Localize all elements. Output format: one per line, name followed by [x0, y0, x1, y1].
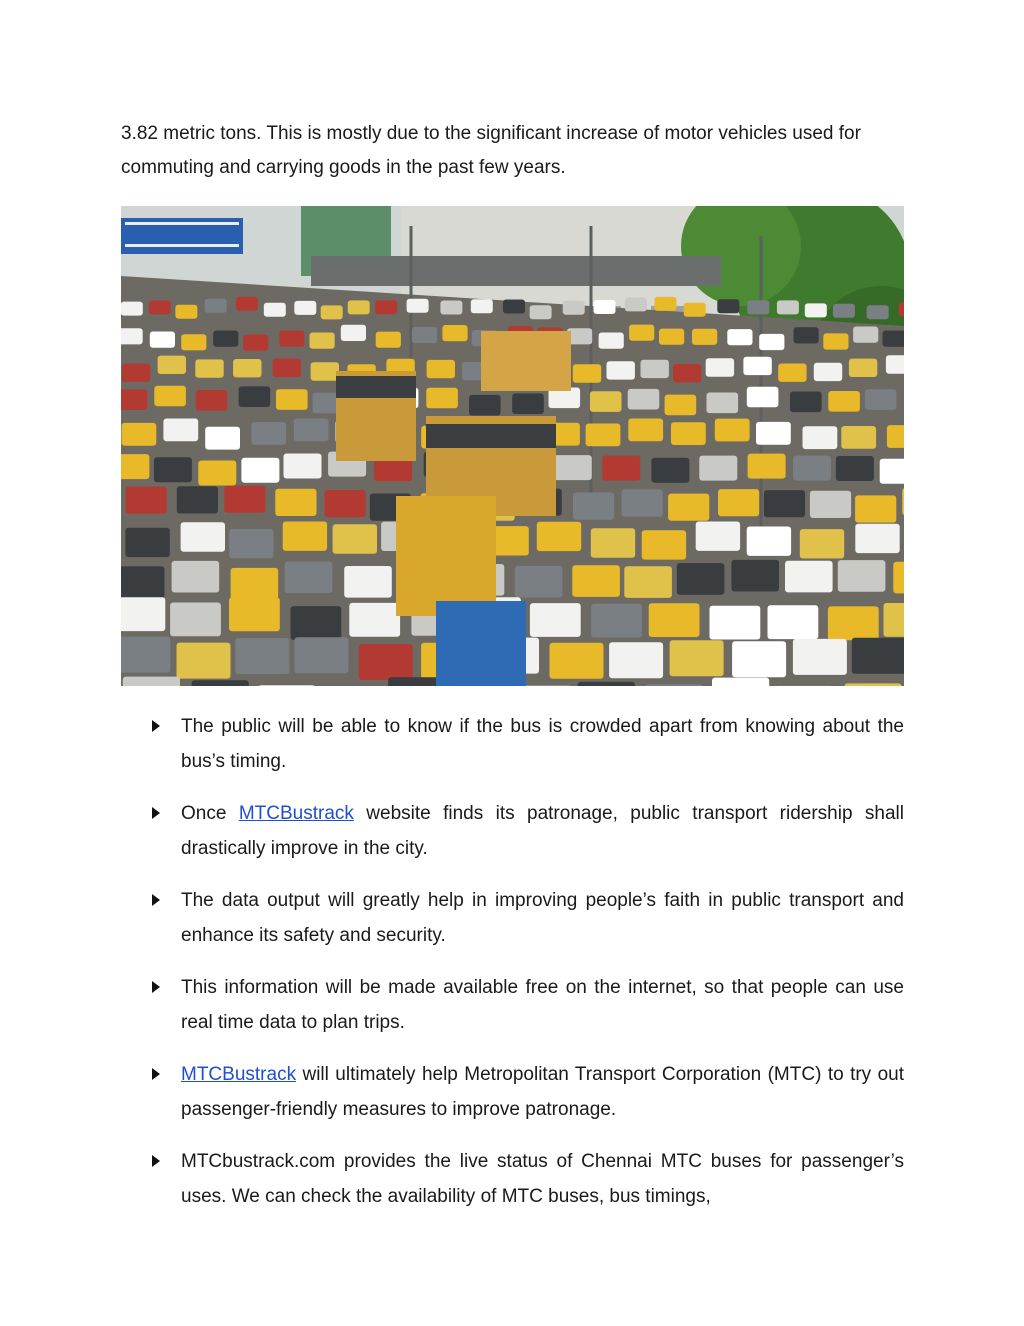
intro-paragraph: 3.82 metric tons. This is mostly due to the significant increase of motor vehicles used for commuting and carrying goods in the past few years.: [121, 123, 861, 178]
vehicle: [591, 528, 635, 557]
list-item: [150, 970, 904, 1040]
vehicle: [759, 334, 784, 350]
vehicle: [867, 305, 889, 319]
vehicle: [743, 357, 771, 375]
vehicle: [649, 603, 700, 637]
list-item: [150, 883, 904, 953]
vehicle: [707, 393, 739, 414]
vehicle: [154, 386, 186, 407]
vehicle: [285, 562, 333, 594]
vehicle: [321, 305, 343, 319]
vehicle: [880, 459, 904, 484]
bullet-text: website finds its patronage, public transport ridership shall drastically improve in the city.: [181, 803, 904, 859]
vehicle: [530, 603, 581, 637]
vehicle: [294, 301, 316, 315]
vehicle: [887, 425, 904, 448]
vehicle: [231, 568, 279, 600]
vehicle: [158, 356, 186, 374]
bullet-arrow-icon: [152, 894, 160, 906]
traffic-jam-photo: [121, 206, 904, 686]
vehicle: [284, 454, 322, 479]
vehicle: [803, 426, 838, 449]
vehicle: [264, 303, 286, 317]
bullet-text: The data output will greatly help in improving people’s faith in public transport and enhance its safety and security.: [181, 890, 904, 946]
vehicle: [412, 327, 437, 343]
vehicle: [121, 328, 143, 344]
vehicle: [530, 305, 552, 319]
vehicle: [659, 329, 684, 345]
vehicle: [126, 487, 167, 514]
vehicle: [503, 300, 525, 314]
vehicle: [426, 388, 458, 409]
vehicle: [273, 359, 301, 377]
vehicle: [573, 364, 601, 382]
vehicle: [764, 490, 805, 517]
vehicle: [855, 524, 899, 553]
vehicle: [833, 304, 855, 318]
vehicle: [175, 305, 197, 319]
vehicle: [706, 358, 734, 376]
vehicle: [696, 522, 740, 551]
truck: [396, 496, 496, 616]
vehicle: [258, 685, 315, 686]
vehicle: [205, 299, 227, 313]
vehicle: [670, 640, 724, 676]
vehicle: [841, 426, 876, 449]
vehicle: [712, 678, 769, 686]
vehicle: [814, 363, 842, 381]
vehicle: [573, 493, 614, 520]
vehicle: [651, 458, 689, 483]
vehicle: [718, 489, 759, 516]
vehicle: [344, 566, 392, 598]
benefits-list: [150, 709, 904, 1231]
vehicle: [311, 362, 339, 380]
vehicle: [710, 606, 761, 640]
vehicle: [235, 638, 289, 674]
vehicle: [442, 325, 467, 341]
vehicle: [294, 637, 348, 673]
vehicle: [469, 395, 501, 416]
vehicle: [310, 333, 335, 349]
vehicle: [748, 454, 786, 479]
vehicle: [275, 489, 316, 516]
vehicle: [768, 605, 819, 639]
mtcbustrack-link[interactable]: MTCBustrack: [181, 1064, 297, 1085]
vehicle: [594, 300, 616, 314]
list-item: [150, 709, 904, 779]
vehicle: [163, 419, 198, 442]
vehicle: [195, 359, 223, 377]
vehicle: [440, 301, 462, 315]
bullet-text: The public will be able to know if the bus is crowded apart from knowing about the bus’s timing.: [181, 716, 904, 772]
vehicle: [121, 389, 148, 410]
vehicle: [668, 494, 709, 521]
vehicle: [121, 597, 165, 631]
vehicle: [172, 561, 220, 593]
vehicle: [747, 527, 791, 556]
vehicle: [375, 300, 397, 314]
vehicle: [198, 461, 236, 486]
vehicle: [471, 299, 493, 313]
vehicle: [192, 680, 249, 686]
vehicle: [599, 333, 624, 349]
vehicle: [572, 565, 620, 597]
vehicle: [727, 329, 752, 345]
vehicle: [224, 486, 265, 513]
vehicle: [376, 332, 401, 348]
vehicle: [243, 335, 268, 351]
vehicle: [625, 297, 647, 311]
bullet-text: will ultimately help Metropolitan Transport Corporation (MTC) to try out passenger-friendly measures to improve patronage.: [181, 1064, 904, 1120]
vehicle: [554, 455, 592, 480]
vehicle: [578, 682, 635, 686]
list-item: [150, 1144, 904, 1214]
vehicle: [855, 495, 896, 522]
vehicle: [731, 560, 779, 592]
vehicle: [607, 361, 635, 379]
vehicle: [893, 562, 904, 594]
vehicle: [213, 331, 238, 347]
vehicle: [177, 486, 218, 513]
vehicle: [793, 639, 847, 675]
vehicle: [196, 390, 228, 411]
vehicle: [233, 359, 261, 377]
bullet-prefix: Once: [181, 803, 239, 824]
vehicle: [852, 638, 904, 674]
vehicle: [609, 642, 663, 678]
vehicle: [205, 427, 240, 450]
truck: [436, 601, 526, 686]
vehicle: [149, 300, 171, 314]
vehicle: [333, 524, 377, 553]
vehicle: [828, 606, 879, 640]
vehicle: [629, 325, 654, 341]
vehicle: [747, 387, 779, 408]
vehicle: [121, 566, 165, 598]
vehicle: [427, 360, 455, 378]
vehicle: [181, 334, 206, 350]
vehicle: [154, 457, 192, 482]
vehicle: [563, 301, 585, 315]
vehicle: [899, 302, 904, 316]
vehicle: [550, 643, 604, 679]
vehicle: [902, 488, 904, 515]
mtcbustrack-link[interactable]: MTCBustrack: [238, 803, 354, 824]
list-item: [150, 1057, 904, 1127]
vehicle: [348, 300, 370, 314]
vehicle: [800, 529, 844, 558]
bullet-arrow-icon: [152, 981, 160, 993]
bullet-text: MTCbustrack.com provides the live status of Chennai MTC buses for passenger’s uses. We can check the availability of MTC buses, bus timings,: [181, 1151, 904, 1207]
vehicle: [865, 389, 897, 410]
vehicle: [628, 419, 663, 442]
vehicle: [150, 332, 175, 348]
vehicle: [341, 325, 366, 341]
vehicle: [884, 603, 905, 637]
vehicle: [883, 331, 905, 347]
bullet-arrow-icon: [152, 720, 160, 732]
vehicle: [294, 419, 329, 442]
vehicle: [283, 522, 327, 551]
vehicle: [276, 389, 308, 410]
vehicle: [886, 355, 904, 373]
vehicle: [828, 391, 860, 412]
vehicle: [236, 297, 258, 311]
vehicle: [699, 456, 737, 481]
vehicle: [732, 641, 786, 677]
vehicle: [291, 606, 342, 640]
vehicle: [229, 529, 273, 558]
vehicle: [602, 456, 640, 481]
vehicle: [622, 489, 663, 516]
vehicle: [715, 419, 750, 442]
vehicle: [586, 424, 621, 447]
vehicle: [645, 684, 702, 686]
vehicle: [794, 327, 819, 343]
vehicle: [778, 364, 806, 382]
vehicle: [181, 522, 225, 551]
vehicle: [628, 389, 660, 410]
vehicle: [241, 458, 279, 483]
vehicle: [642, 530, 686, 559]
bullet-arrow-icon: [152, 807, 160, 819]
bus: [481, 331, 571, 391]
vehicle: [349, 603, 400, 637]
bullet-arrow-icon: [152, 1155, 160, 1167]
vehicle: [777, 300, 799, 314]
vehicle: [747, 300, 769, 314]
list-item: [150, 796, 904, 866]
vehicle: [717, 299, 739, 313]
vehicle: [537, 522, 581, 551]
vehicle: [590, 391, 622, 412]
vehicle: [810, 491, 851, 518]
vehicle: [756, 422, 791, 445]
vehicle: [229, 597, 280, 631]
vehicle: [665, 395, 697, 416]
vehicle: [836, 456, 874, 481]
vehicle: [121, 302, 143, 316]
vehicle: [515, 566, 563, 598]
vehicle: [122, 364, 150, 382]
vehicle: [177, 643, 231, 679]
vehicle: [823, 333, 848, 349]
vehicle: [853, 327, 878, 343]
vehicle: [624, 566, 672, 598]
vehicle: [407, 299, 429, 313]
vehicle: [641, 360, 669, 378]
vehicle: [359, 644, 413, 680]
vehicle: [790, 392, 822, 413]
vehicle: [512, 393, 544, 414]
vehicle: [239, 386, 271, 407]
vehicle: [793, 456, 831, 481]
vehicle: [123, 677, 180, 686]
traffic-illustration: [121, 206, 904, 686]
vehicle: [170, 603, 221, 637]
vehicle: [671, 422, 706, 445]
vehicle: [325, 490, 366, 517]
overhead-gantry: [311, 256, 721, 286]
vehicle: [673, 364, 701, 382]
vehicle: [805, 303, 827, 317]
vehicle: [684, 303, 706, 317]
bullet-arrow-icon: [152, 1068, 160, 1080]
bullet-text: This information will be made available free on the internet, so that people can use real time data to plan trips.: [181, 977, 904, 1033]
vehicle: [122, 423, 157, 446]
vehicle: [692, 329, 717, 345]
vehicle: [838, 560, 886, 592]
vehicle: [844, 683, 901, 686]
vehicle: [654, 297, 676, 311]
vehicle: [125, 528, 169, 557]
vehicle: [121, 637, 170, 673]
vehicle: [251, 422, 286, 445]
vehicle: [849, 359, 877, 377]
vehicle: [785, 561, 833, 593]
vehicle: [279, 331, 304, 347]
vehicle: [591, 604, 642, 638]
vehicle: [121, 454, 149, 479]
vehicle: [677, 563, 725, 595]
